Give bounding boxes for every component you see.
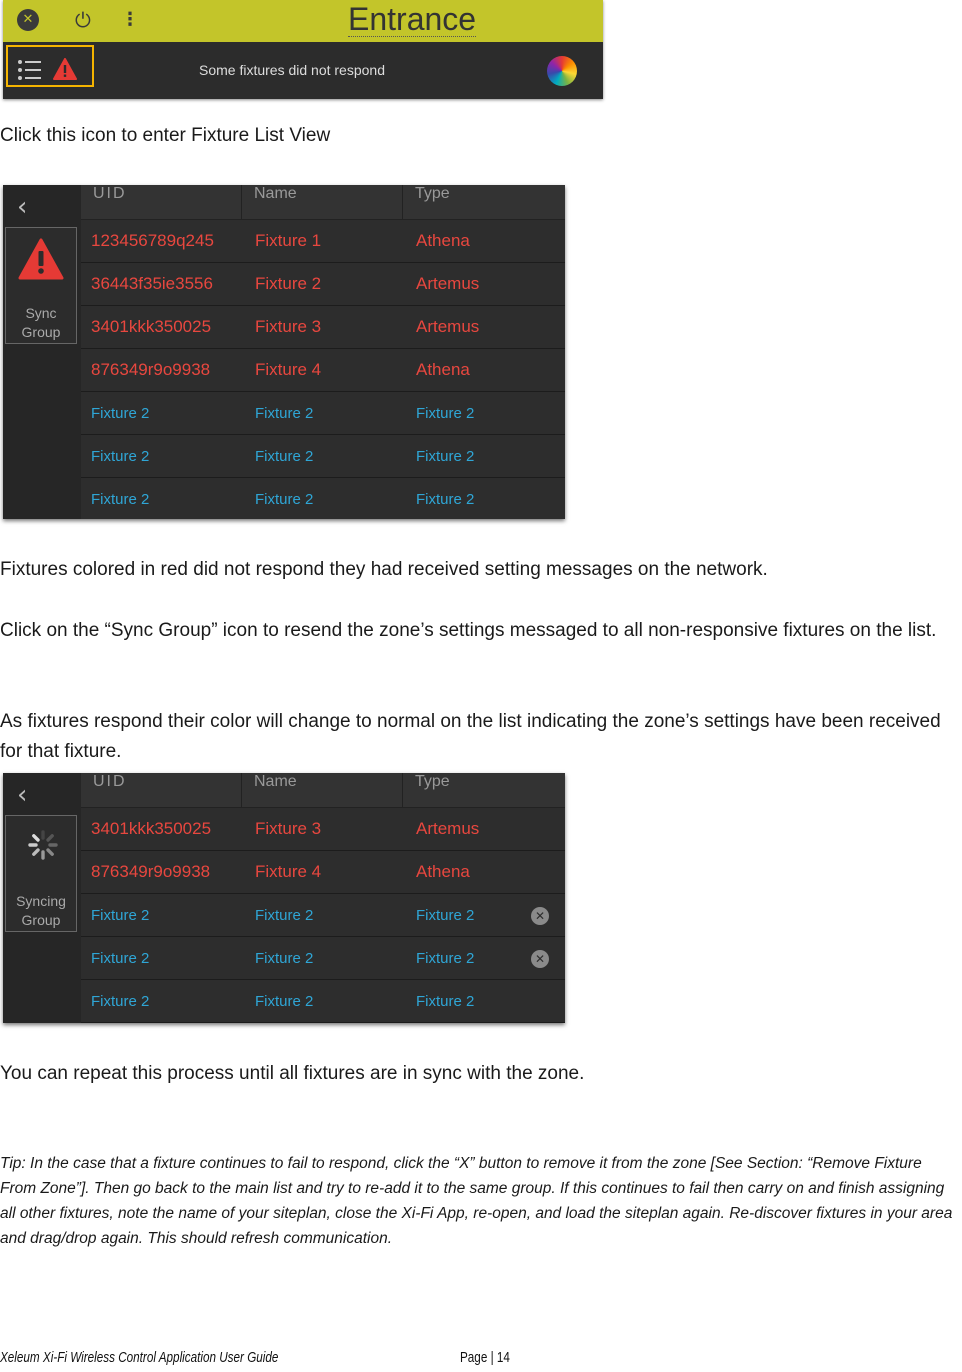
- syncing-label-line1: Syncing: [16, 893, 66, 909]
- fixture-type: Athena: [416, 360, 470, 379]
- list-sidebar: [3, 185, 81, 519]
- fixture-name: Fixture 1: [255, 231, 322, 250]
- fixture-type: Fixture 2: [416, 950, 475, 967]
- caption-enter-list-view: Click this icon to enter Fixture List View: [0, 125, 331, 146]
- fixture-uid: 3401kkk350025: [91, 317, 212, 336]
- fixture-row[interactable]: [81, 937, 565, 980]
- spinner-icon: [28, 830, 58, 860]
- fixture-name: Fixture 2: [255, 274, 322, 293]
- fixture-type: Fixture 2: [416, 491, 475, 508]
- fixture-row[interactable]: [81, 349, 565, 392]
- footer-title: Xeleum Xi-Fi Wireless Control Application User Guide: [0, 1349, 279, 1366]
- zone-top-bar: [3, 0, 603, 42]
- fixture-row[interactable]: [81, 435, 565, 478]
- list-icon[interactable]: [17, 58, 43, 82]
- list-header: [81, 185, 565, 220]
- column-header-type[interactable]: Type: [415, 773, 450, 790]
- fixture-list-screenshot-2: [3, 773, 565, 1023]
- sync-label-line1: Sync: [25, 305, 57, 321]
- fixture-uid: 123456789q245: [91, 231, 214, 250]
- fixture-type: Athena: [416, 231, 470, 250]
- power-icon[interactable]: ⏻: [75, 8, 91, 32]
- fixture-type: Fixture 2: [416, 993, 475, 1010]
- remove-x-icon[interactable]: ✕: [531, 907, 549, 925]
- fixture-uid: Fixture 2: [91, 993, 150, 1010]
- fixture-type: Artemus: [416, 317, 480, 336]
- syncing-label-line2: Group: [21, 912, 61, 928]
- fixture-type: Artemus: [416, 274, 480, 293]
- fixture-type: Fixture 2: [416, 907, 475, 924]
- warning-icon: [18, 238, 64, 280]
- fixture-list-screenshot-1: [3, 185, 565, 519]
- zone-header-screenshot: [3, 0, 603, 99]
- more-vert-icon[interactable]: ⋮: [121, 9, 139, 30]
- paragraph-repeat: You can repeat this process until all fixtures are in sync with the zone.: [0, 1063, 585, 1084]
- list-header: [81, 773, 565, 808]
- syncing-group-button[interactable]: [5, 815, 77, 932]
- fixture-uid: Fixture 2: [91, 405, 150, 422]
- fixture-name: Fixture 4: [255, 862, 322, 881]
- color-wheel-icon[interactable]: [547, 56, 577, 86]
- fixture-row[interactable]: [81, 392, 565, 435]
- column-header-uid[interactable]: UID: [81, 773, 242, 807]
- fixture-row[interactable]: [81, 980, 565, 1023]
- back-chevron-icon[interactable]: ‹: [17, 192, 28, 222]
- paragraph-sync-group: Click on the “Sync Group” icon to resend the zone’s settings messaged to all non-responsive fixtures on the list.: [0, 620, 937, 641]
- fixture-type: Fixture 2: [416, 448, 475, 465]
- fixture-name: Fixture 2: [255, 950, 314, 967]
- fixture-type: Athena: [416, 862, 470, 881]
- fixture-type: Artemus: [416, 819, 480, 838]
- warning-icon[interactable]: [53, 58, 77, 80]
- paragraph-respond: As fixtures respond their color will change to normal on the list indicating the zone’s settings have been received for that fixture.: [0, 711, 941, 762]
- fixture-name: Fixture 3: [255, 317, 322, 336]
- fixture-row[interactable]: [81, 808, 565, 851]
- fixture-name: Fixture 2: [255, 448, 314, 465]
- column-header-name[interactable]: Name: [242, 185, 403, 219]
- fixture-uid: 3401kkk350025: [91, 819, 212, 838]
- fixture-row[interactable]: [81, 306, 565, 349]
- fixture-name: Fixture 2: [255, 907, 314, 924]
- fixture-row[interactable]: [81, 894, 565, 937]
- fixture-row[interactable]: [81, 478, 565, 519]
- fixture-uid: Fixture 2: [91, 448, 150, 465]
- fixture-type: Fixture 2: [416, 405, 475, 422]
- remove-x-icon[interactable]: ✕: [531, 950, 549, 968]
- fixture-name: Fixture 2: [255, 993, 314, 1010]
- fixture-uid: Fixture 2: [91, 950, 150, 967]
- fixture-uid: Fixture 2: [91, 907, 150, 924]
- fixture-row[interactable]: [81, 220, 565, 263]
- fixture-name: Fixture 3: [255, 819, 322, 838]
- fixture-name: Fixture 4: [255, 360, 322, 379]
- zone-title: Entrance: [348, 1, 477, 37]
- fixture-name: Fixture 2: [255, 405, 314, 422]
- fixture-name: Fixture 2: [255, 491, 314, 508]
- fixture-row[interactable]: [81, 263, 565, 306]
- column-header-uid[interactable]: UID: [81, 185, 242, 219]
- sync-group-button[interactable]: [5, 227, 77, 344]
- fixture-uid: Fixture 2: [91, 491, 150, 508]
- column-header-name[interactable]: Name: [242, 773, 403, 807]
- sync-label-line2: Group: [21, 324, 61, 340]
- column-header-type[interactable]: Type: [415, 185, 450, 202]
- fixture-row[interactable]: [81, 851, 565, 894]
- fixture-uid: 876349r9o9938: [91, 862, 211, 881]
- list-sidebar: [3, 773, 81, 1023]
- page-number: Page | 14: [460, 1349, 510, 1366]
- tip-note: Tip: In the case that a fixture continues to fail to respond, click the “X” button to remove it from the zone [See Section: “Remove Fixture From Zone”]. Then go back to the main list and try to re-add it to the same group. If this continues to fail then carry on and finish assigning all other fixtures, note the name of your siteplan, close the Xi-Fi App, re-open, and load the siteplan again. Re-discover fixtures in your area and drag/drop again. This should refresh communication.: [0, 1155, 953, 1247]
- paragraph-red-fixtures: Fixtures colored in red did not respond they had received setting messages on the network.: [0, 559, 768, 580]
- status-message: Some fixtures did not respond: [199, 62, 385, 78]
- fixture-uid: 36443f35ie3556: [91, 274, 213, 293]
- back-chevron-icon[interactable]: ‹: [17, 780, 28, 810]
- fixture-uid: 876349r9o9938: [91, 360, 211, 379]
- close-icon[interactable]: ✕: [17, 9, 39, 31]
